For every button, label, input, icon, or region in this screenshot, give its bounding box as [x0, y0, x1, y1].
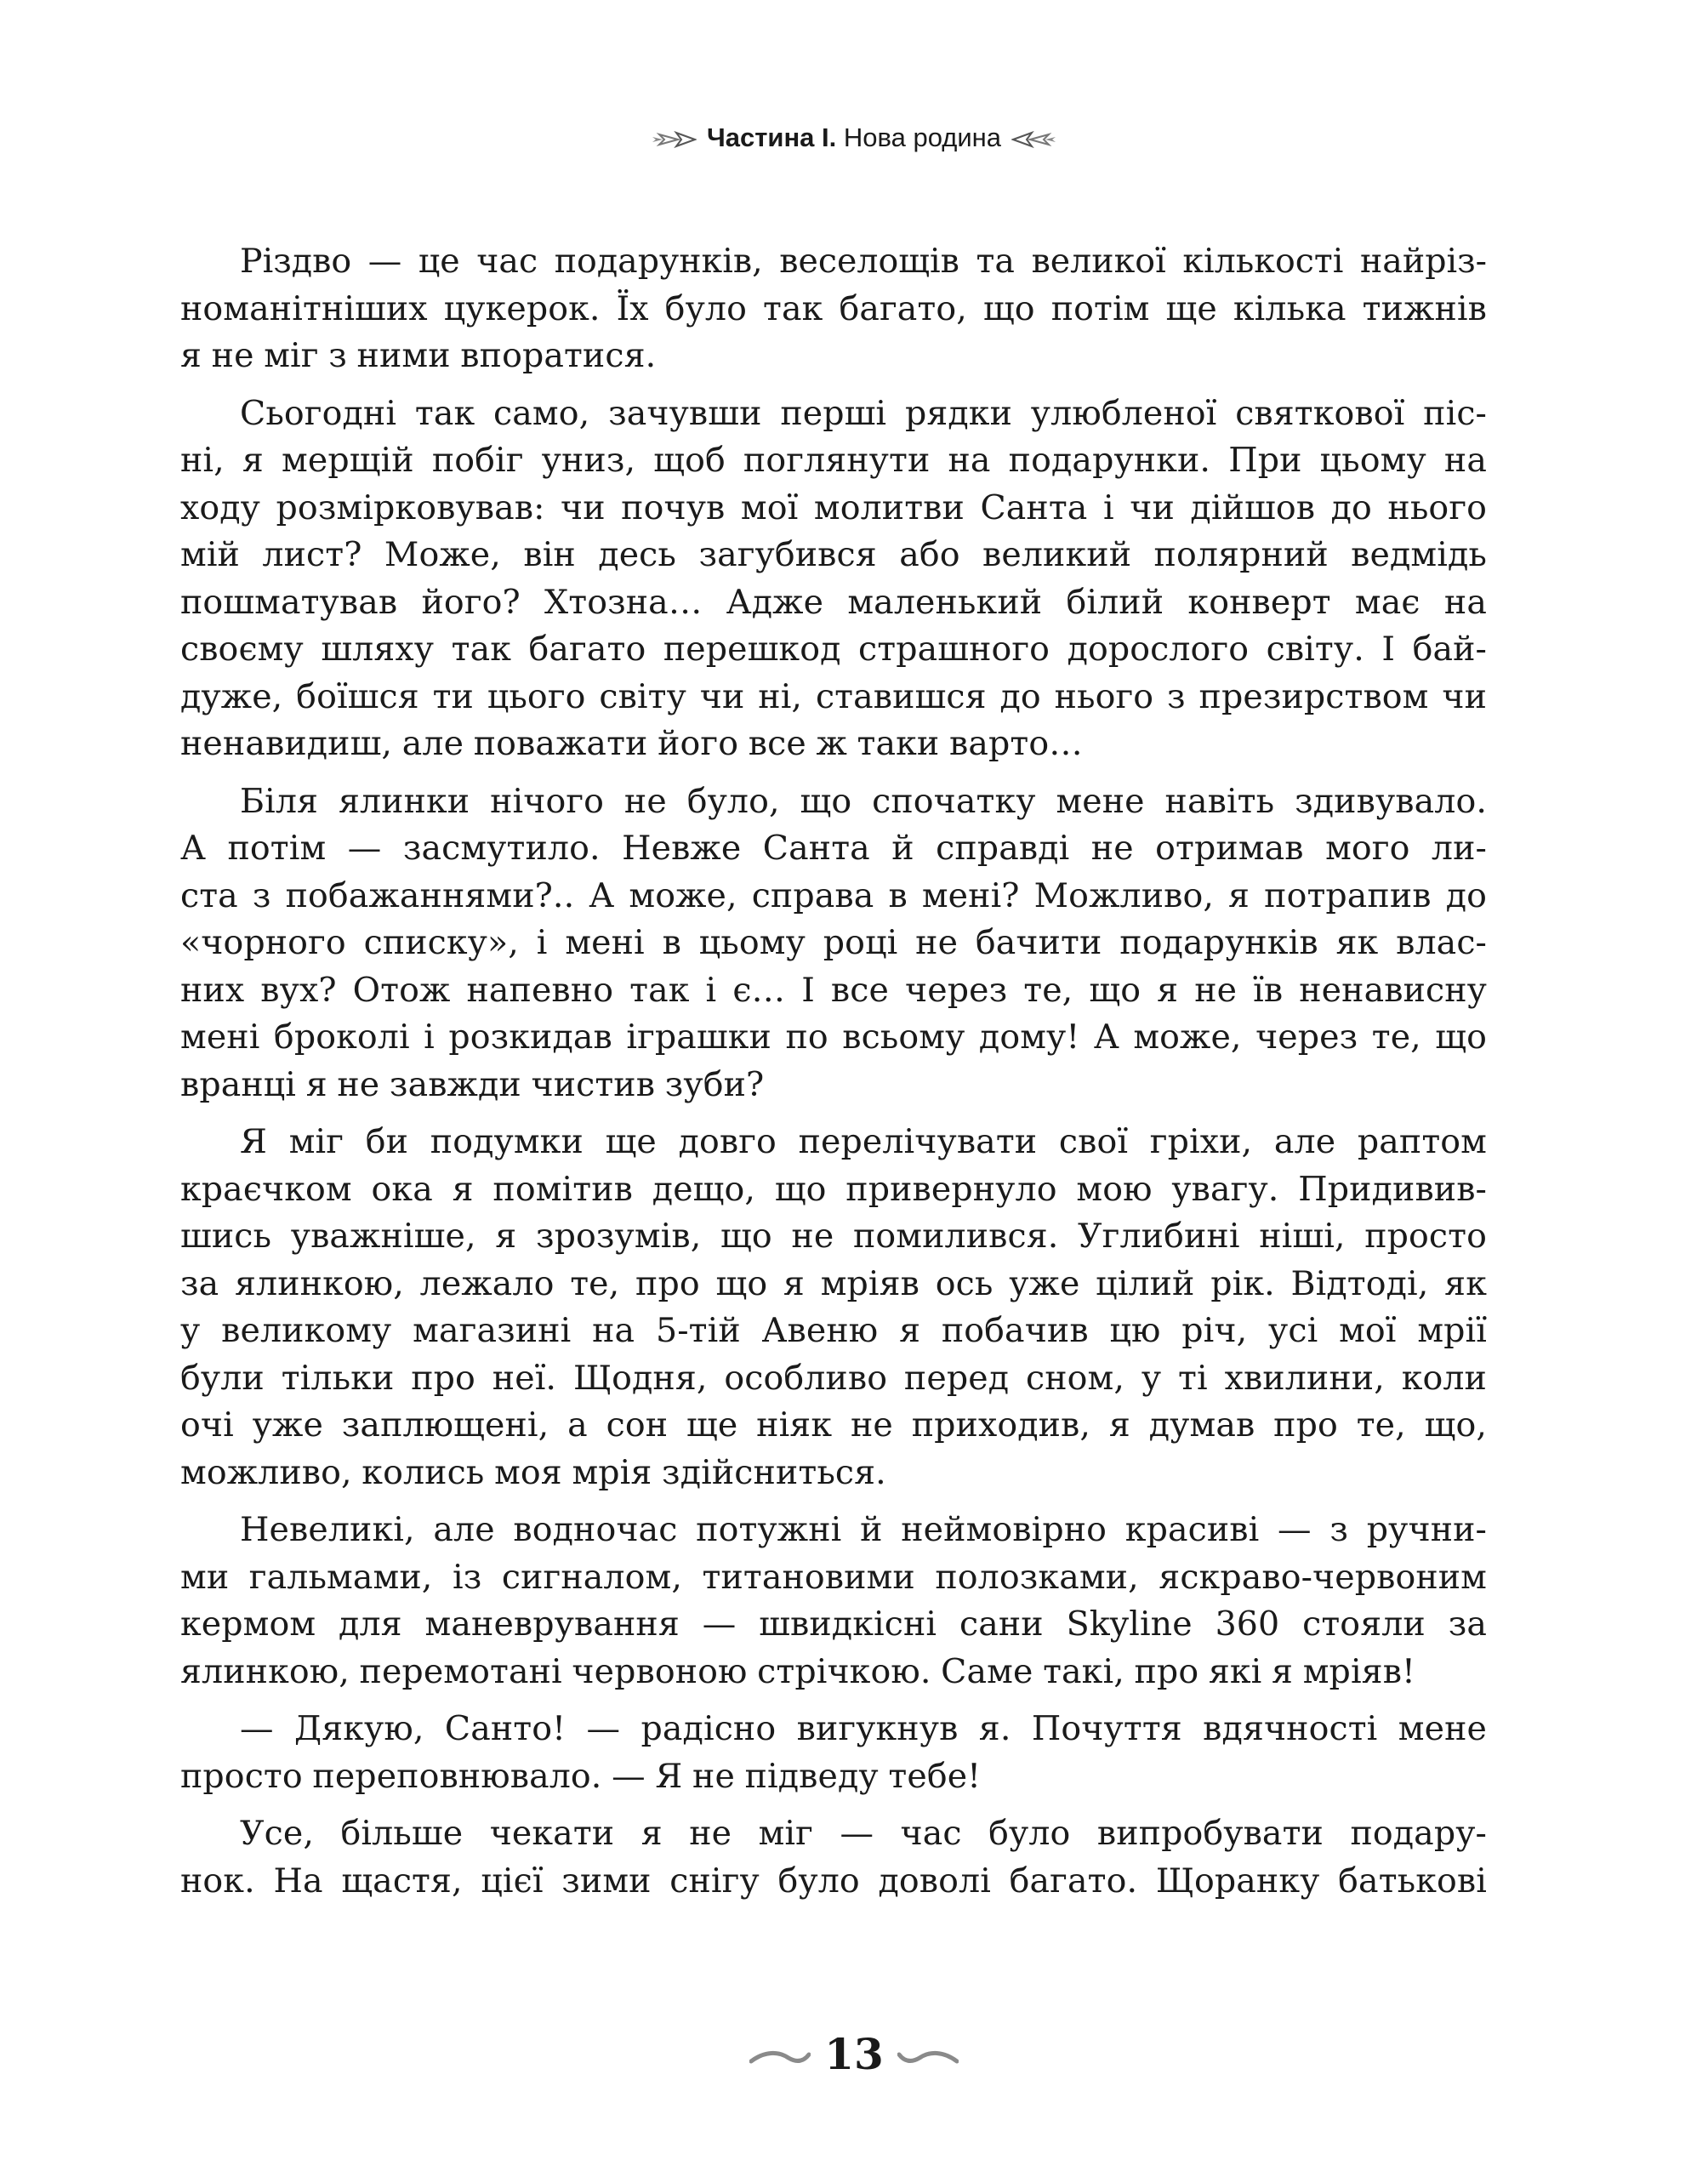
- right-swash-icon: [897, 2048, 959, 2068]
- text-line: кермом для маневрування — швидкісні сани Skyline 360 стояли за: [180, 1604, 1487, 1644]
- running-head-part: Частина І.: [706, 123, 837, 152]
- text-line: ходу розмірковував: чи почув мої молитви Санта і чи дійшов до нього: [180, 487, 1487, 527]
- paragraph: [180, 1810, 1487, 1905]
- text-line: нок. На щастя, цієї зими снігу було доволі багато. Щоранку батькові: [180, 1861, 1487, 1901]
- text-line: ні, я мерщій побіг униз, щоб поглянути на подарунки. При цьому на: [180, 441, 1487, 480]
- text-line: А потім — засмутило. Невже Санта й справді не отримав мого ли-: [180, 829, 1487, 868]
- text-line: Різдво — це час подарунків, веселощів та великої кількості найріз-: [240, 242, 1487, 281]
- text-line: мені броколі і розкидав іграшки по всьому дому! А може, через те, що: [180, 1017, 1487, 1057]
- text-line: номанітніших цукерок. Їх було так багато, що потім ще кілька тижнів: [180, 288, 1487, 328]
- left-swash-icon: [749, 2048, 811, 2068]
- text-line: можливо, колись моя мрія здійсниться.: [180, 1452, 886, 1492]
- paragraph: [180, 390, 1487, 768]
- text-line: шись уважніше, я зрозумів, що не помилився. Углибині ніші, просто: [180, 1217, 1487, 1256]
- text-line: Біля ялинки нічого не було, що спочатку мене навіть здивувало.: [240, 781, 1487, 821]
- text-line: у великому магазині на 5-тій Авеню я побачив цю річ, усі мої мрії: [180, 1311, 1487, 1350]
- text-line: ненавидиш, але поважати його все ж таки варто…: [180, 724, 1083, 763]
- text-line: Невеликі, але водночас потужні й неймовірно красиві — з ручни-: [240, 1510, 1487, 1549]
- text-line: Я міг би подумки ще довго перелічувати свої гріхи, але раптом: [240, 1122, 1487, 1161]
- text-line: ста з побажаннями?.. А може, справа в мені? Можливо, я потрапив до: [180, 875, 1487, 915]
- text-line: мій лист? Може, він десь загубився або великий полярний ведмідь: [180, 535, 1487, 574]
- text-line: дуже, боїшся ти цього світу чи ні, ставишся до нього з презирством чи: [180, 676, 1487, 716]
- text-line: очі уже заплющені, а сон ще ніяк не приходив, я думав про те, що,: [180, 1405, 1487, 1445]
- paragraph: [180, 778, 1487, 1109]
- text-line: ми гальмами, із сигналом, титановими полозками, яскраво-червоним: [180, 1557, 1487, 1597]
- paragraph: [180, 1706, 1487, 1800]
- text-line: я не міг з ними впоратися.: [180, 336, 657, 375]
- text-line: пошматував його? Хтозна… Адже маленький білий конверт має на: [180, 582, 1487, 622]
- paragraph: [180, 238, 1487, 380]
- page-number: 13: [824, 2029, 884, 2079]
- text-line: вранці я не завжди чистив зуби?: [180, 1064, 765, 1104]
- text-line: них вух? Отож напевно так і є… І все через те, що я не їв ненависну: [180, 970, 1487, 1010]
- running-head-title: Нова родина: [843, 123, 1002, 152]
- running-head: [0, 117, 1708, 158]
- paragraph: [180, 1119, 1487, 1496]
- page-folio: [0, 2029, 1708, 2080]
- text-line: — Дякую, Санто! — радісно вигукнув я. Почуття вдячності мене: [240, 1709, 1487, 1748]
- right-ornament-icon: [1011, 130, 1057, 149]
- text-line: були тільки про неї. Щодня, особливо перед сном, у ті хвилини, коли: [180, 1358, 1487, 1398]
- text-line: своєму шляху так багато перешкод страшного дорослого світу. І бай-: [180, 630, 1487, 669]
- text-line: ялинкою, перемотані червоною стрічкою. Саме такі, про які я мріяв!: [180, 1651, 1416, 1691]
- text-line: «чорного списку», і мені в цьому році не бачити подарунків як влас-: [180, 923, 1487, 962]
- text-line: Усе, більше чекати я не міг — час було випробувати подару-: [240, 1814, 1487, 1853]
- text-line: за ялинкою, лежало те, про що я мріяв ось уже цілий рік. Відтоді, як: [180, 1263, 1487, 1303]
- text-line: краєчком ока я помітив дещо, що привернуло мою увагу. Придивив-: [180, 1169, 1487, 1209]
- text-line: Сьогодні так само, зачувши перші рядки улюбленої святкової піс-: [240, 393, 1487, 433]
- left-ornament-icon: [651, 130, 697, 149]
- paragraph: [180, 1507, 1487, 1696]
- body-text: [180, 238, 1487, 1915]
- text-line: просто переповнювало. — Я не підведу тебе!: [180, 1756, 982, 1796]
